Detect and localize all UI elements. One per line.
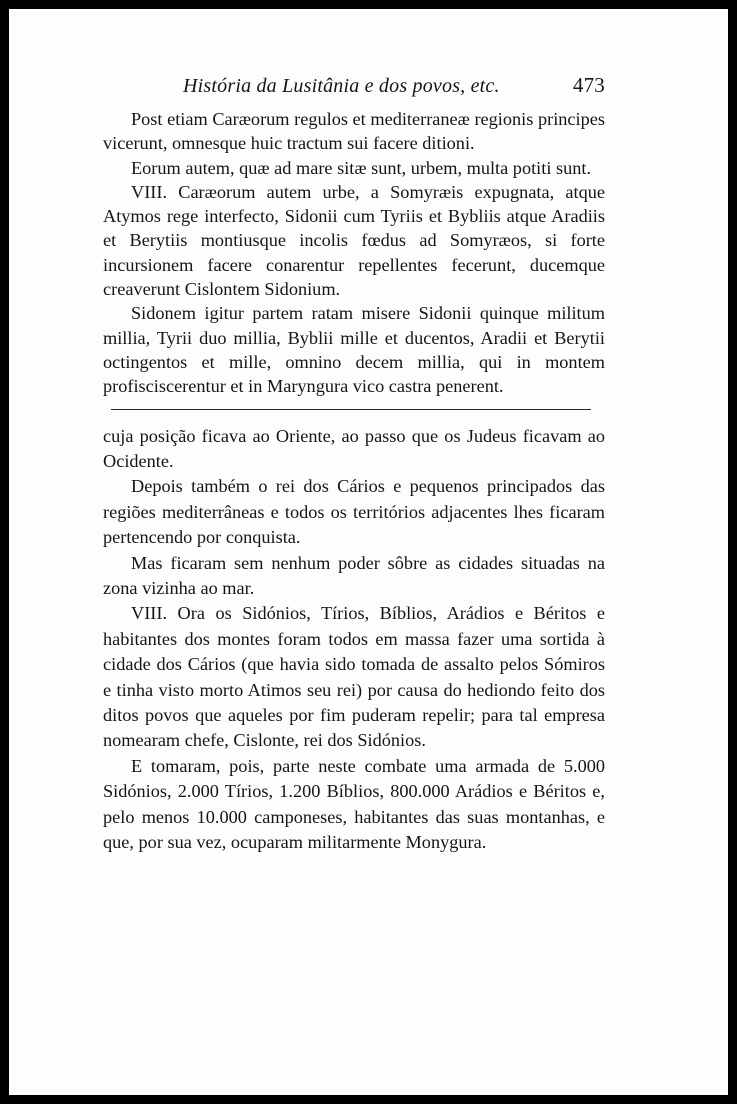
latin-text: [103, 107, 605, 399]
running-header: [103, 67, 605, 107]
portuguese-text: [103, 424, 605, 856]
latin-paragraph: Sidonem igitur partem ratam misere Sidonii quinque militum millia, Tyrii duo millia, Byblii mille et ducentos, Aradii et Berytii octingentos et mille, omnino decem millia, qui in montem profisciscerentur et in Maryngura vico castra penerent.: [103, 303, 605, 397]
portuguese-paragraph: VIII. Ora os Sidónios, Tírios, Bíblios, Arádios e Béritos e habitantes dos montes foram todos em massa fazer uma sortida à cidade dos Cários (que havia sido tomada de assalto pelos Sómiros e tinha visto morto Atimos seu rei) por causa do hediondo feito dos ditos povos que aqueles por fim puderam repelir; para tal empresa nomearam chefe, Cislonte, rei dos Sidónios.: [103, 603, 605, 751]
latin-paragraph: Post etiam Caræorum regulos et mediterraneæ regionis principes vicerunt, omnesque huic tractum sui facere ditioni.: [103, 109, 605, 154]
separator-rule: [111, 409, 591, 410]
portuguese-paragraph: E tomaram, pois, parte neste combate uma armada de 5.000 Sidónios, 2.000 Tírios, 1.200 Bíblios, 800.000 Arádios e Béritos e, pelo menos 10.000 camponeses, habitantes das suas montanhas, e que, por sua vez, ocuparam militarmente Monygura.: [103, 755, 605, 853]
book-page: [103, 67, 605, 855]
latin-paragraph: VIII. Caræorum autem urbe, a Somyræis expugnata, atque Atymos rege interfecto, Sidonii cum Tyriis et Bybliis atque Aradiis et Berytiis montiusque incolis fœdus ad Somyræos, si forte incursionem facere conarentur repellentes fecerunt, ducemque creaverunt Cislontem Sidonium.: [103, 181, 605, 300]
running-title: História da Lusitânia e dos povos, etc.: [183, 75, 500, 97]
page-number: 473: [572, 73, 605, 97]
portuguese-paragraph: Mas ficaram sem nenhum poder sôbre as cidades situadas na zona vizinha ao mar.: [103, 552, 605, 598]
portuguese-paragraph: cuja posição ficava ao Oriente, ao passo que os Judeus ficavam ao Ocidente.: [103, 425, 605, 471]
latin-paragraph: Eorum autem, quæ ad mare sitæ sunt, urbem, multa potiti sunt.: [131, 157, 592, 178]
portuguese-paragraph: Depois também o rei dos Cários e pequenos principados das regiões mediterrâneas e todos os territórios adjacentes lhes ficaram pertencendo por conquista.: [103, 476, 605, 548]
